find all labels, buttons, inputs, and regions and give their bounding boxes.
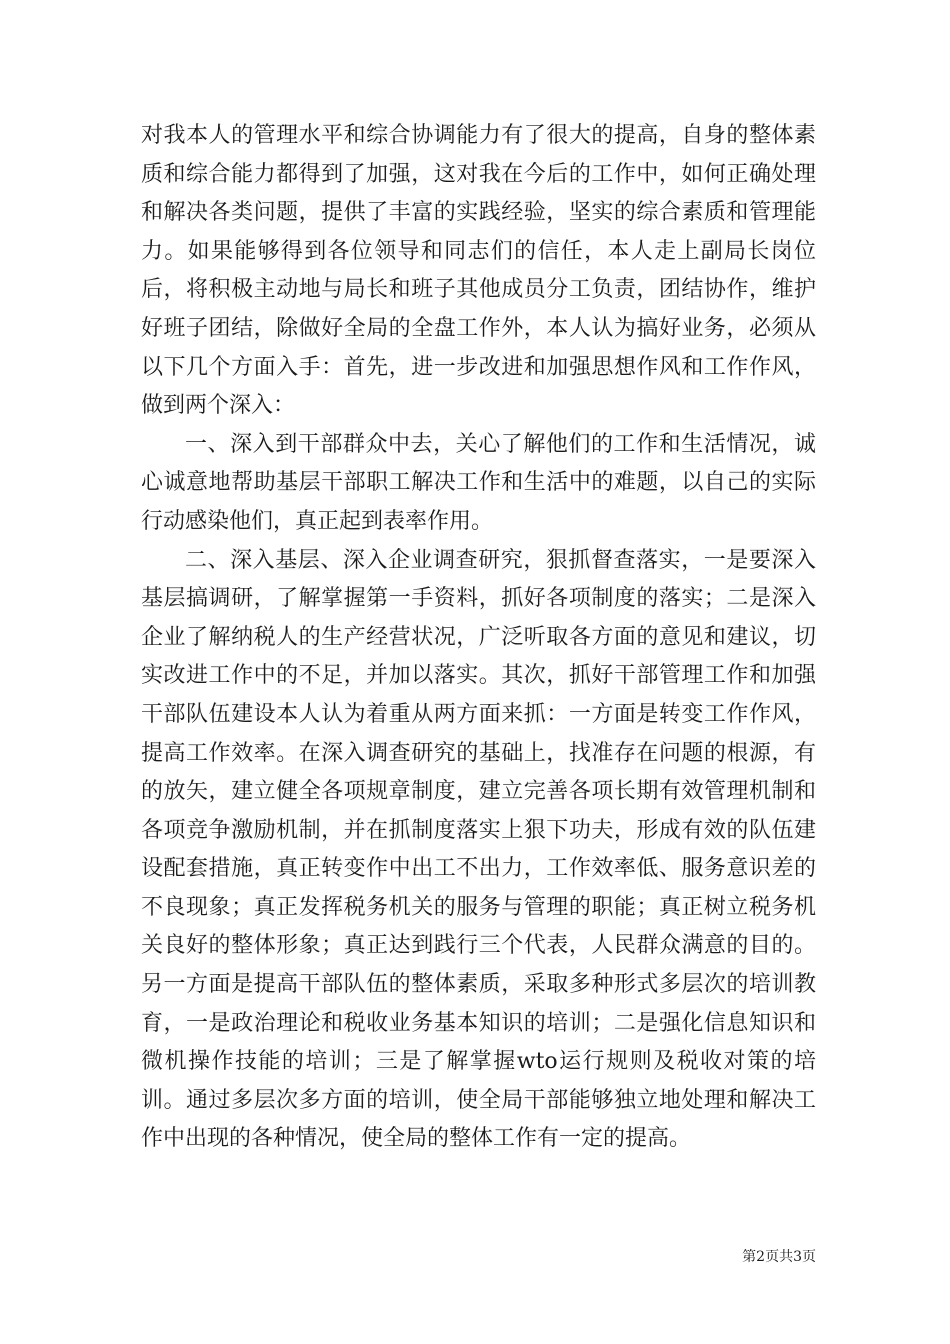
paragraph-continuation: 对我本人的管理水平和综合协调能力有了很大的提高，自身的整体素质和综合能力都得到了加强，这对我在今后的工作中，如何正确处理和解决各类问题，提供了丰富的实践经验，坚实的综合素质和管理能力。如果能够得到各位领导和同志们的信任，本人走上副局长岗位后，将积极主动地与局长和班子其他成员分工负责，团结协作，维护好班子团结，除做好全局的全盘工作外，本人认为搞好业务，必须从以下几个方面入手：首先，进一步改进和加强思想作风和工作作风，做到两个深入： xyxy=(141,123,816,419)
document-body xyxy=(141,117,816,1159)
paragraph-point-one: 一、深入到干部群众中去，关心了解他们的工作和生活情况，诚心诚意地帮助基层干部职工解决工作和生活中的难题，以自己的实际行动感染他们，真正起到表率作用。 xyxy=(141,431,816,534)
page-number: 第2页共3页 xyxy=(742,1249,816,1265)
paragraph-point-two: 二、深入基层、深入企业调查研究，狠抓督查落实，一是要深入基层搞调研，了解掌握第一手资料，抓好各项制度的落实；二是深入企业了解纳税人的生产经营状况，广泛听取各方面的意见和建议，切实改进工作中的不足，并加以落实。其次，抓好干部管理工作和加强干部队伍建设本人认为着重从两方面来抓：一方面是转变工作作风，提高工作效率。在深入调查研究的基础上，找准存在问题的根源，有的放矢，建立健全各项规章制度，建立完善各项长期有效管理机制和各项竞争激励机制，并在抓制度落实上狠下功夫，形成有效的队伍建设配套措施，真正转变作中出工不出力，工作效率低、服务意识差的不良现象；真正发挥税务机关的服务与管理的职能；真正树立税务机关良好的整体形象；真正达到践行三个代表，人民群众满意的目的。另一方面是提高干部队伍的整体素质，采取多种形式多层次的培训教育，一是政治理论和税收业务基本知识的培训；二是强化信息知识和微机操作技能的培训；三是了解掌握wto运行规则及税收对策的培训。通过多层次多方面的培训，使全局干部能够独立地处理和解决工作中出现的各种情况，使全局的整体工作有一定的提高。 xyxy=(141,547,816,1152)
